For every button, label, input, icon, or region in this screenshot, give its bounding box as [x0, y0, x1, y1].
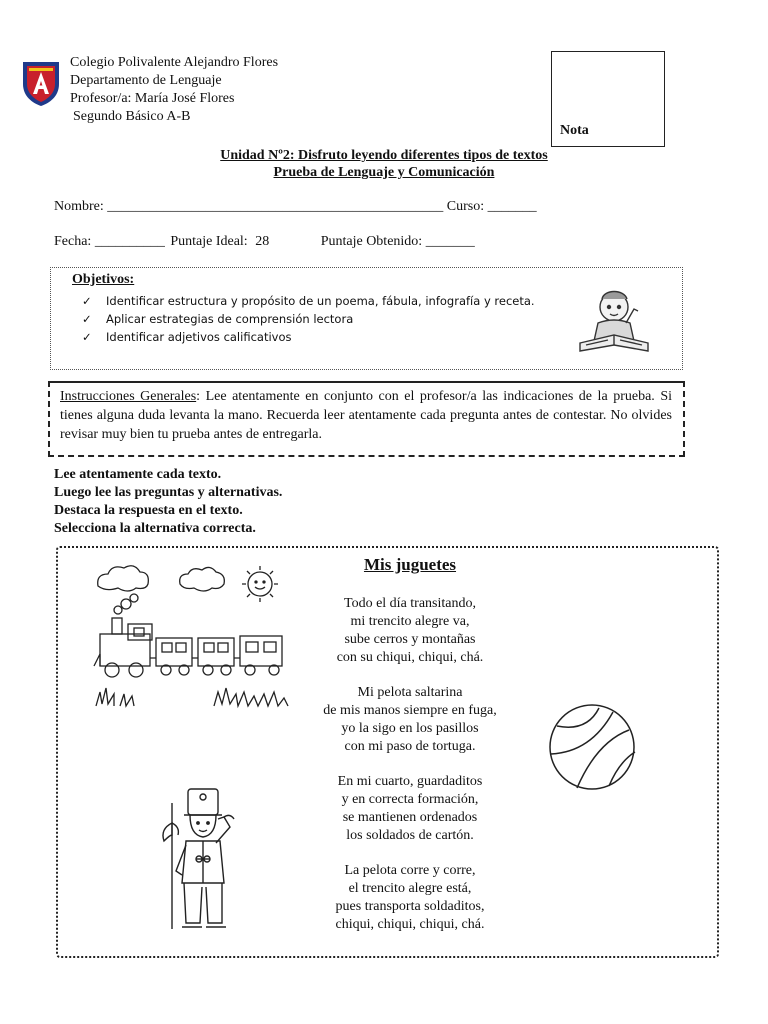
poem-stanza	[290, 773, 530, 845]
poem-line: mi trencito alegre va,	[350, 614, 470, 629]
poem-line: yo la sigo en los pasillos	[341, 721, 479, 736]
checkmark-icon: ✓	[82, 294, 92, 308]
step-item: Selecciona la alternativa correcta.	[54, 521, 256, 536]
date-label: Fecha:	[54, 234, 92, 249]
course-field[interactable]: _______	[487, 199, 537, 214]
test-title	[0, 147, 768, 181]
train-illustration-icon	[88, 558, 298, 713]
objective-item: ✓ Identificar estructura y propósito de un poema, fábula, infografía y receta.	[82, 294, 535, 308]
objective-item: ✓ Aplicar estrategias de comprensión lectora	[82, 312, 354, 326]
poem-line: Mi pelota saltarina	[357, 685, 463, 700]
poem-line: chiqui, chiqui, chiqui, chá.	[335, 917, 485, 932]
instructions-text	[60, 387, 672, 444]
poem-line: En mi cuarto, guardaditos	[337, 774, 483, 789]
step-item: Lee atentamente cada texto.	[54, 467, 222, 482]
poem-line: se mantienen ordenados	[342, 810, 478, 825]
poem-line: Todo el día transitando,	[344, 596, 476, 611]
name-field[interactable]: ________________________________________________	[107, 199, 444, 214]
school-name: Colegio Polivalente Alejandro Flores	[70, 55, 279, 70]
step-item: Destaca la respuesta en el texto.	[54, 503, 243, 518]
poem-title: Mis juguetes	[363, 555, 457, 574]
poem-line: La pelota corre y corre,	[344, 863, 476, 878]
poem-line: con su chiqui, chiqui, chá.	[336, 650, 484, 665]
obtained-score-label: Puntaje Obtenido:	[320, 234, 423, 249]
toy-soldier-illustration-icon	[150, 783, 260, 933]
teacher-name: Profesor/a: María José Flores	[70, 91, 235, 106]
name-row	[54, 199, 537, 215]
instructions-label: Instrucciones Generales	[60, 389, 197, 404]
date-row	[54, 234, 475, 250]
poem-text	[290, 595, 530, 951]
course-label: Curso:	[446, 199, 485, 214]
checkmark-icon: ✓	[82, 312, 92, 326]
ideal-score-label: Puntaje Ideal:	[170, 234, 248, 249]
grade-box-label: Nota	[560, 123, 589, 138]
objectives-list	[82, 292, 535, 346]
objectives-title: Objetivos:	[72, 272, 135, 287]
poem-line: pues transporta soldaditos,	[335, 899, 485, 914]
school-info	[70, 54, 278, 126]
poem-line: y en correcta formación,	[341, 792, 479, 807]
checkmark-icon: ✓	[82, 330, 92, 344]
child-reading-icon	[574, 283, 654, 357]
school-crest-icon	[20, 58, 62, 108]
objective-item: ✓ Identificar adjetivos calificativos	[82, 330, 292, 344]
unit-title: Unidad Nº2: Disfruto leyendo diferentes tipos de textos	[220, 148, 548, 163]
name-label: Nombre:	[54, 199, 104, 214]
poem-stanza	[290, 684, 530, 756]
date-field[interactable]: __________	[94, 234, 165, 249]
ideal-score-value: 28	[255, 234, 270, 249]
test-name: Prueba de Lenguaje y Comunicación	[273, 165, 495, 180]
grade-label: Segundo Básico A-B	[73, 109, 191, 124]
poem-stanza	[290, 595, 530, 667]
poem-stanza	[290, 862, 530, 934]
poem-line: los soldados de cartón.	[346, 828, 474, 843]
obtained-score-field[interactable]: _______	[425, 234, 475, 249]
step-item: Luego lee las preguntas y alternativas.	[54, 485, 283, 500]
instructions-body: : Lee atentamente en conjunto con el profesor/a las indicaciones de la prueba. Si tienes alguna duda levanta la mano. Recuerda leer atentamente cada pregunta antes de contestar. No olvides revisar muy bien tu prueba antes de entregarla.	[60, 389, 673, 442]
ball-illustration-icon	[547, 702, 637, 792]
poem-line: con mi paso de tortuga.	[344, 739, 476, 754]
poem-line: de mis manos siempre en fuga,	[323, 703, 497, 718]
poem-line: el trencito alegre está,	[348, 881, 472, 896]
department-name: Departamento de Lenguaje	[70, 73, 222, 88]
poem-line: sube cerros y montañas	[344, 632, 476, 647]
reading-steps	[54, 466, 282, 538]
